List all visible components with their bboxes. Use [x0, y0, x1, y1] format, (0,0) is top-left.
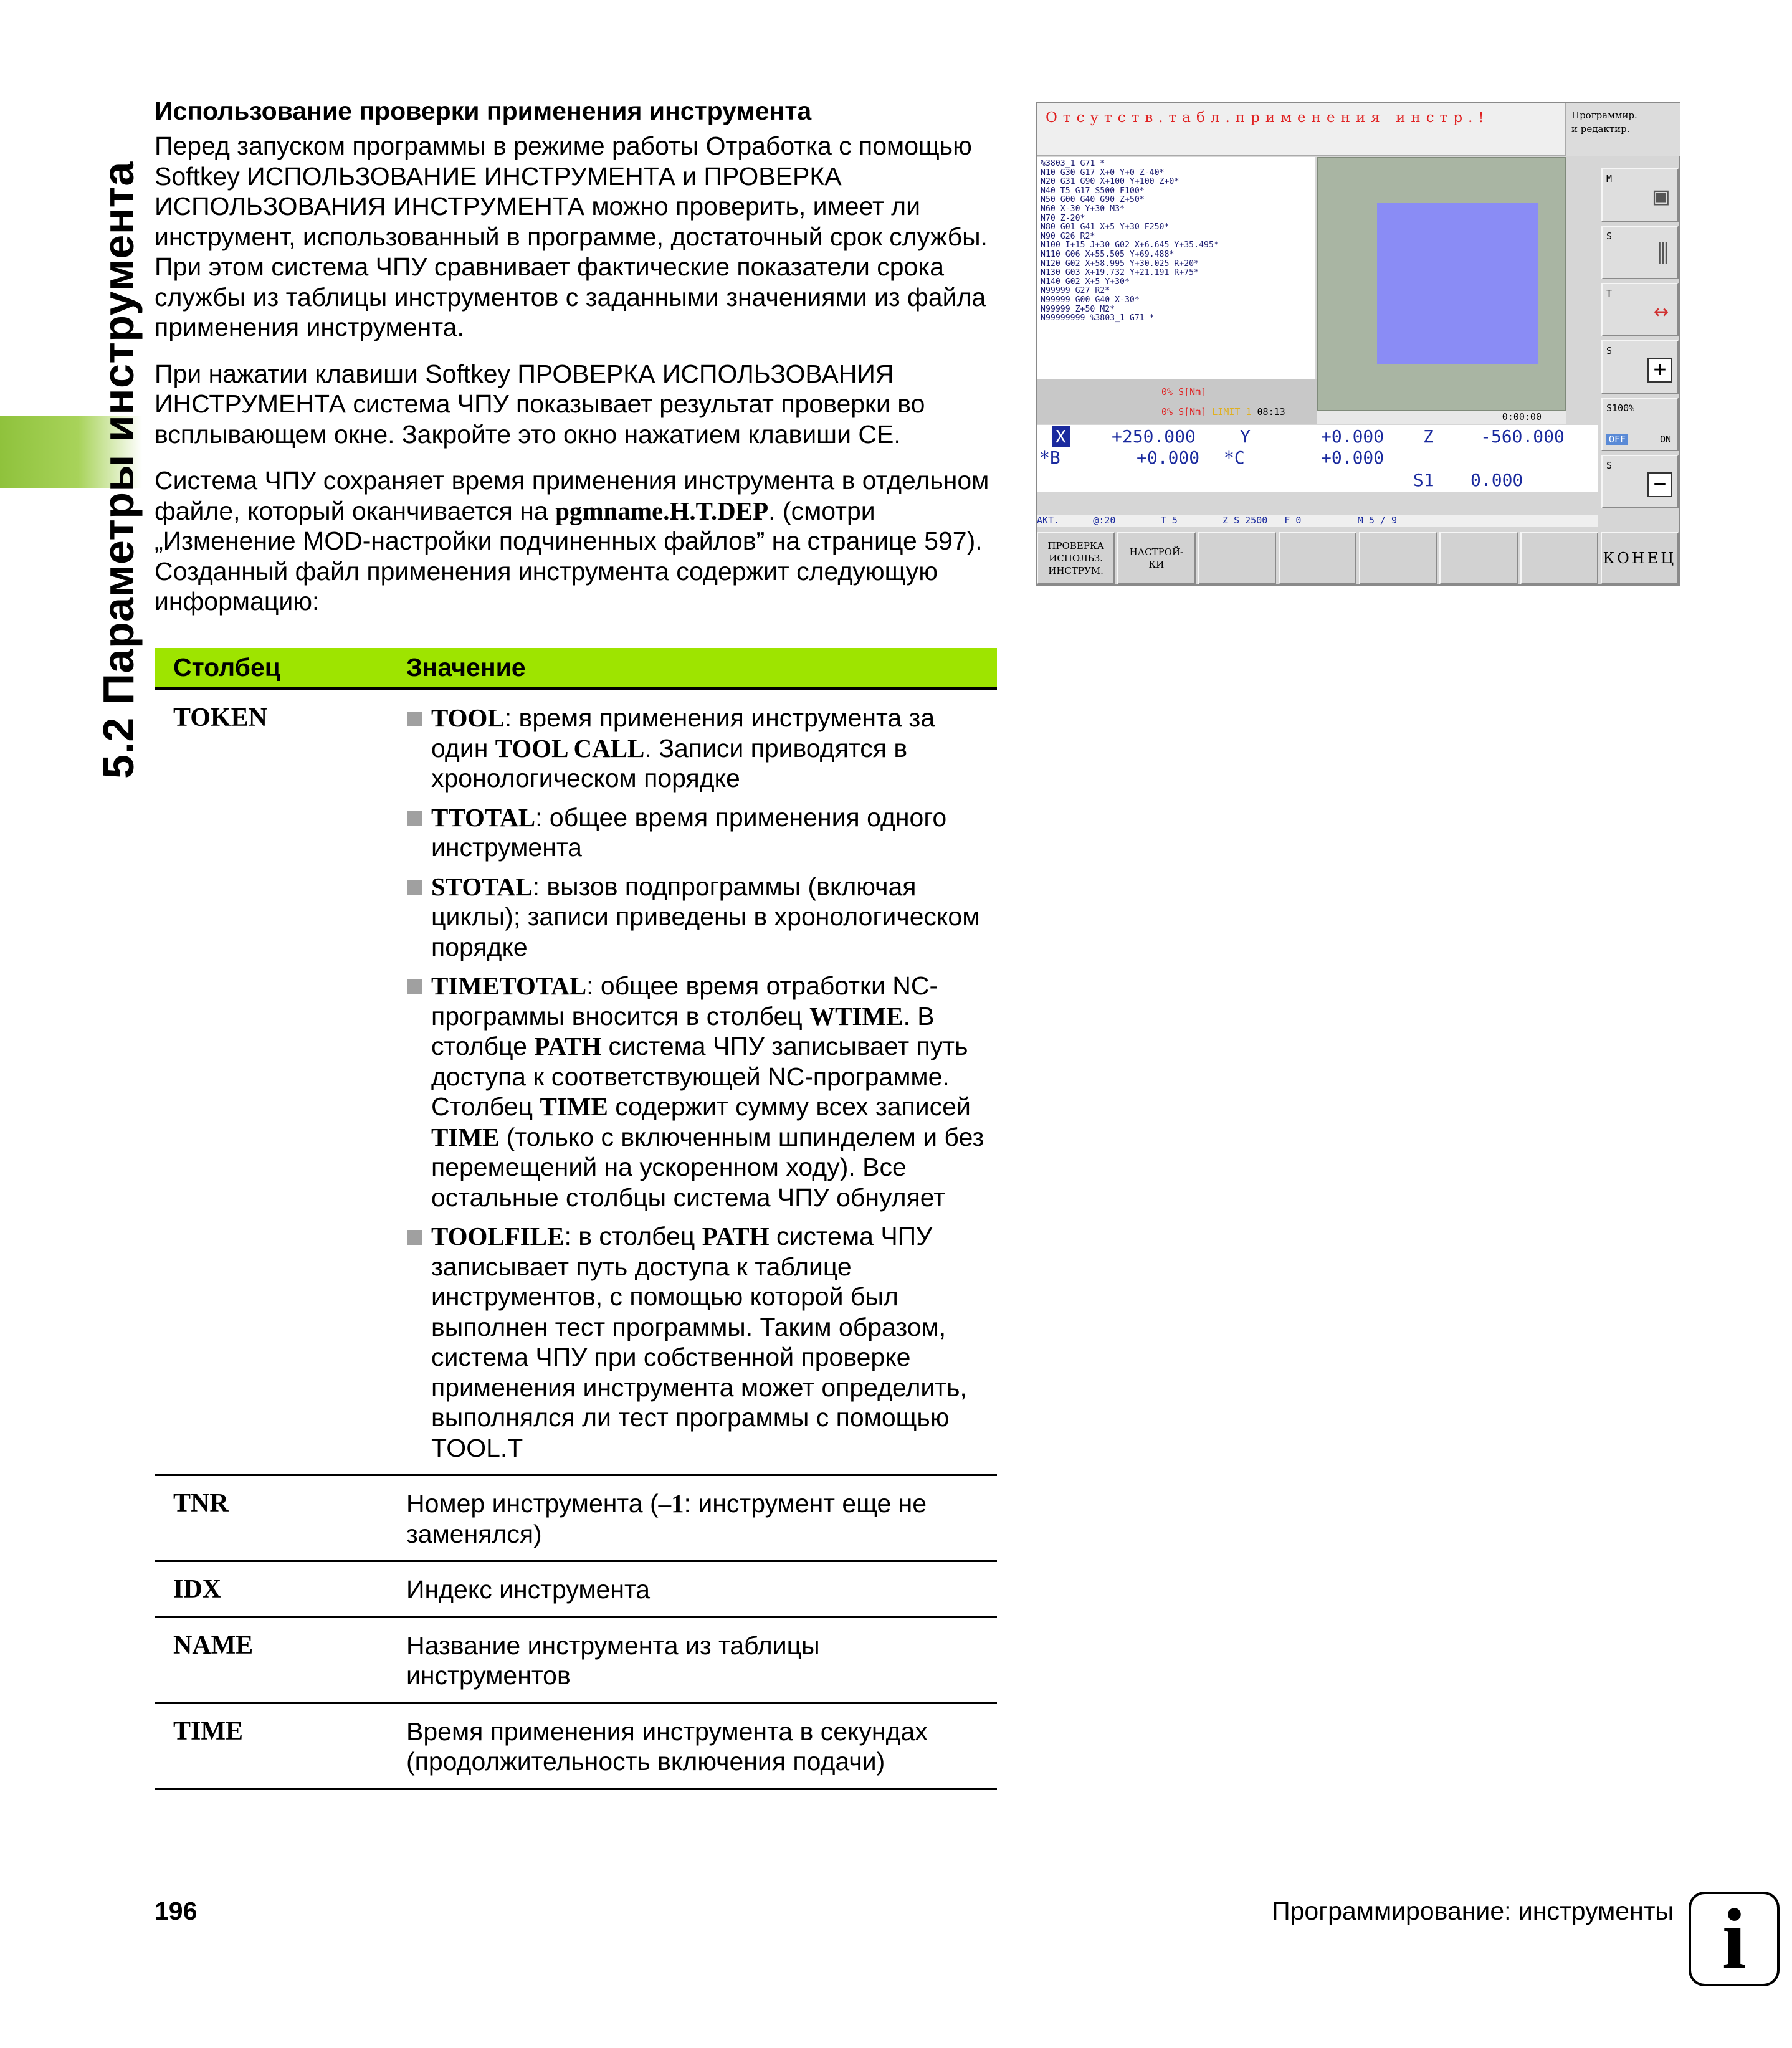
- softkey-end[interactable]: КОНЕЦ: [1601, 532, 1679, 584]
- cnc-screen: [1036, 102, 1680, 586]
- softkey-s[interactable]: [1601, 226, 1679, 279]
- horizontal-softkeys: [1037, 532, 1679, 584]
- table-row: [155, 1562, 997, 1618]
- axis-c-label: *C: [1224, 447, 1245, 468]
- keyword: TOOL: [431, 703, 505, 732]
- keyword: TTOTAL: [431, 803, 536, 832]
- axis-y-value: +0.000: [1321, 426, 1385, 447]
- cell-column-name: TNR: [173, 1489, 229, 1518]
- off-label: OFF: [1606, 434, 1628, 445]
- plus-icon: +: [1647, 358, 1672, 383]
- time-text: 08:13: [1257, 406, 1285, 417]
- status-bar: АКТ. @:20 T 5 Z S 2500 F 0 M 5 / 9: [1037, 515, 1598, 527]
- list-item: [406, 971, 984, 1212]
- text: система ЧПУ записывает путь доступа к соответствующей NC-программе. Столбец: [431, 1032, 968, 1121]
- operating-mode: [1566, 103, 1680, 156]
- axis-x-value: +250.000: [1112, 426, 1196, 447]
- axis-b-value: +0.000: [1137, 447, 1200, 468]
- table-row: [155, 1476, 997, 1562]
- info-icon: i: [1689, 1892, 1780, 1986]
- paragraph-2: При нажатии клавиши Softkey ПРОВЕРКА ИСПОЛЬЗОВАНИЯ ИНСТРУМЕНТА система ЧПУ показывает результат проверки во всплывающем окне. Закройте это окно нажатием клавиши CE.: [155, 359, 925, 449]
- text: : инструмент еще не заменялся): [406, 1489, 927, 1548]
- keyword: TOOL CALL: [495, 733, 645, 763]
- key-label: S100%: [1606, 402, 1635, 414]
- text: содержит сумму всех записей: [608, 1092, 971, 1121]
- mode-line-1: Программир.: [1571, 110, 1637, 121]
- graphics-window: [1317, 157, 1566, 411]
- status-text: 0% S[Nm]: [1161, 406, 1207, 417]
- keyword: WTIME: [809, 1001, 903, 1031]
- machining-timer: 0:00:00: [1317, 411, 1566, 424]
- workpiece-blank: [1377, 203, 1538, 364]
- spindle-status: [1037, 379, 1317, 424]
- keyword: STOTAL: [431, 872, 533, 901]
- keyword: TIMETOTAL: [431, 971, 587, 1000]
- program-listing: %3803_1 G71 * N10 G30 G17 X+0 Y+0 Z-40* N20 G31 G90 X+100 Y+100 Z+0* N40 T5 G17 S500 F100* N50 G00 G40 G90 Z+50* N60 X-30 Y+30 M3* N70 Z-20* N80 G01 G41 X+5 Y+30 F250* N90 G26 R2* N100 I+15 J+30 G02 X+6.645 Y+35.495* N110 G06 X+55.505 Y+69.488* N120 G02 X+58.995 Y+30.025 R+20* N130 G03 X+19.732 Y+21.191 R+75* N140 G02 X+5 Y+30* N99999 G27 R2* N99999 G00 G40 X-30* N99999 Z+50 M2* N99999999 %3803_1 G71 *: [1037, 157, 1315, 379]
- cell-column-name: TIME: [173, 1717, 244, 1746]
- cell-column-name: TOKEN: [173, 703, 267, 732]
- paragraph-3-text-b: . (смотри „Изменение MOD-настройки подчиненных файлов” на странице 597). Созданный файл применения инструмента содержит следующую информацию:: [155, 496, 983, 616]
- header-value: Значение: [406, 652, 526, 682]
- key-label: S: [1606, 231, 1613, 242]
- softkey-spindle-plus[interactable]: [1601, 340, 1679, 394]
- list-item: [406, 1221, 984, 1463]
- softkey-empty[interactable]: [1198, 532, 1276, 584]
- softkey-empty[interactable]: [1439, 532, 1517, 584]
- text: : время применения инструмента за один: [431, 703, 935, 763]
- table-row: [155, 690, 997, 1476]
- status-line-2: [1161, 406, 1285, 417]
- cell-column-name: NAME: [173, 1631, 254, 1660]
- spindle-icon: ⫼: [1657, 239, 1669, 268]
- axis-c-value: +0.000: [1321, 447, 1385, 468]
- text: . Записи приводятся в хронологическом порядке: [431, 733, 908, 793]
- paragraph-1: Перед запуском программы в режиме работы Отработка с помощью Softkey ИСПОЛЬЗОВАНИЕ ИНСТРУМЕНТА и ПРОВЕРКА ИСПОЛЬЗОВАНИЯ ИНСТРУМЕНТА можно проверить, имеет ли инструмент, использованный в программе, достаточный срок службы. При этом система ЧПУ сравнивает фактические показатели срока службы из таблицы инструментов с заданными значениями из файла применения инструмента.: [155, 131, 988, 341]
- cell-value: [406, 703, 997, 1463]
- softkey-spindle-minus[interactable]: [1601, 455, 1679, 508]
- tool-change-icon: ↔: [1653, 297, 1669, 325]
- keyword: PATH: [702, 1222, 770, 1250]
- cnc-message-bar: [1037, 103, 1566, 156]
- main-content: [155, 95, 997, 633]
- columns-table: [155, 648, 997, 1790]
- vertical-softkeys: [1601, 168, 1679, 530]
- cell-value: [406, 1488, 997, 1549]
- key-label: M: [1606, 173, 1613, 184]
- text: : общее время отработки NC-программы вносится в столбец: [431, 971, 938, 1031]
- softkey-spindle-override[interactable]: [1601, 398, 1679, 451]
- section-heading: Использование проверки применения инструмента: [155, 97, 812, 125]
- text: система ЧПУ записывает путь доступа к таблице инструментов, с помощью которой был выполнен тест программы. Таким образом, система ЧПУ при собственной проверке применения инструмента может определить, выполнялся ли тест программы с помощью TOOL.T: [431, 1222, 967, 1462]
- limit-text: LIMIT 1: [1212, 406, 1252, 417]
- chapter-name: Программирование: инструменты: [1272, 1897, 1674, 1925]
- softkey-empty[interactable]: [1359, 532, 1437, 584]
- text: : общее время применения одного инструмента: [431, 803, 947, 862]
- text: Номер инструмента (: [406, 1489, 659, 1518]
- list-item: [406, 803, 984, 863]
- keyword: –1: [658, 1489, 684, 1518]
- page-number: 196: [155, 1897, 198, 1925]
- text: : в столбец: [564, 1222, 702, 1250]
- header-column: Столбец: [173, 652, 281, 682]
- cell-column-name: IDX: [173, 1575, 222, 1604]
- text: : вызов подпрограммы (включая циклы); записи приведены в хронологическом порядке: [431, 872, 980, 961]
- softkey-m[interactable]: [1601, 168, 1679, 222]
- cell-value: Название инструмента из таблицы инструментов: [406, 1631, 820, 1690]
- minus-icon: −: [1647, 472, 1672, 497]
- paragraph-3: [155, 465, 997, 617]
- machine-icon: ▣: [1653, 182, 1669, 211]
- key-label: S: [1606, 345, 1613, 356]
- cell-value: Индекс инструмента: [406, 1575, 651, 1604]
- key-label: T: [1606, 288, 1613, 299]
- axis-b-label: *B: [1039, 447, 1060, 468]
- axis-x-label: X: [1052, 426, 1070, 447]
- cell-value: Время применения инструмента в секундах (продолжительность включения подачи): [406, 1717, 928, 1776]
- key-label: S: [1606, 460, 1613, 471]
- text: . В столбце: [431, 1001, 935, 1060]
- keyword: PATH: [534, 1032, 602, 1060]
- list-item: [406, 872, 984, 963]
- keyword: TIME: [431, 1122, 500, 1151]
- error-message: Отсутств.табл.применения инстр.!: [1046, 110, 1490, 126]
- keyword: TOOLFILE: [431, 1222, 565, 1250]
- table-header: [155, 648, 997, 690]
- position-display: [1037, 425, 1598, 492]
- softkey-empty[interactable]: [1279, 532, 1356, 584]
- spindle-value: 0.000: [1470, 470, 1523, 490]
- table-row: [155, 1704, 997, 1790]
- file-name: pgmname.H.T.DEP: [555, 496, 769, 525]
- keyword: TIME: [540, 1092, 608, 1121]
- mode-line-2: и редактир.: [1571, 123, 1630, 135]
- axis-z-label: Z: [1423, 426, 1434, 447]
- softkey-tool-usage-check[interactable]: ПРОВЕРКА ИСПОЛЬЗ. ИНСТРУМ.: [1037, 532, 1115, 584]
- spindle-label: S1: [1413, 470, 1434, 490]
- softkey-t[interactable]: [1601, 283, 1679, 336]
- table-row: [155, 1618, 997, 1704]
- softkey-empty[interactable]: [1520, 532, 1598, 584]
- list-item: [406, 703, 984, 794]
- softkey-settings[interactable]: НАСТРОЙ- КИ: [1117, 532, 1195, 584]
- paragraph-3-text-a: Система ЧПУ сохраняет время применения инструмента в отдельном файле, который оканчивается на: [155, 466, 989, 525]
- text: (только с включенным шпинделем и без перемещений на ускоренном ходу). Все остальные столбцы система ЧПУ обнуляет: [431, 1122, 984, 1212]
- status-line-1: 0% S[Nm]: [1161, 386, 1207, 398]
- sidebar-chapter-title: 5.2 Параметры инструмента: [94, 161, 143, 779]
- axis-z-value: -560.000: [1480, 426, 1565, 447]
- on-label: ON: [1659, 434, 1671, 445]
- axis-y-label: Y: [1240, 426, 1251, 447]
